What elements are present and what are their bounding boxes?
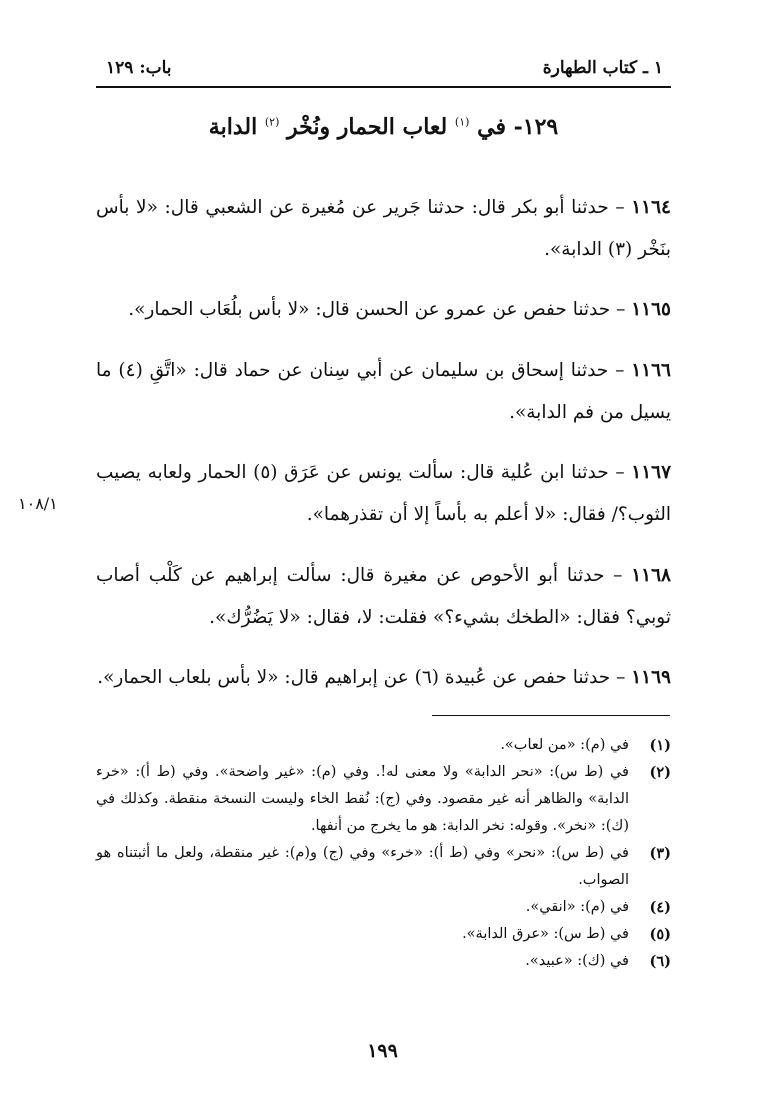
hadith-text: – حدثنا حفص عن عمرو عن الحسن قال: «لا بأس بلُعَاب الحمار».: [128, 299, 626, 320]
hadith-1164: [96, 187, 671, 271]
hadith-text: – حدثنا أبو بكر قال: حدثنا جَرير عن مُغيرة عن الشعبي قال: «لا بأس بنَخْر (٣) الدابة».: [96, 196, 671, 260]
footnote-text: في (ط س): «نحر الدابة» ولا معنى له!. وفي (م): «غير واضحة». وفي (ط أ): «خرء الدابة» والظاهر أنه غير مقصود. وفي (ج): نُقط الخاء وليست النسخة منقطة. وكذلك في (ك): «نخر». وقوله: نخر الدابة: هو ما يخرج من أنفها.: [96, 764, 629, 834]
footnote-4: [96, 894, 671, 921]
running-head: [96, 50, 671, 86]
hadith-1165: [96, 289, 671, 331]
footnote-number: (٤): [649, 899, 671, 916]
chapter-title: [96, 114, 671, 140]
footnote-5: [96, 921, 671, 948]
footnote-ref-2[interactable]: (٢): [264, 115, 280, 129]
footnote-text: في (ك): «عبيد».: [525, 953, 629, 969]
chapter-title-middle: لعاب الحمار ونُخْر: [287, 114, 448, 140]
header-rule: [96, 86, 671, 88]
book-title: ١ ـ كتاب الطهارة: [542, 58, 663, 78]
hadith-list: [96, 168, 671, 701]
footnote-1: [96, 732, 671, 759]
margin-page-reference: ١٠٨/١: [18, 494, 58, 513]
hadith-number: ١١٦٩: [631, 667, 671, 688]
hadith-number: ١١٦٦: [631, 359, 671, 381]
footnote-number: (٥): [649, 926, 671, 943]
hadith-number: ١١٦٥: [631, 299, 671, 320]
footnote-number: (٦): [649, 953, 671, 970]
footnote-text: في (ط س): «عرق الدابة».: [462, 926, 629, 942]
hadith-1169: [96, 657, 671, 699]
hadith-text: – حدثنا أبو الأحوص عن مغيرة قال: سألت إبراهيم عن كَلْب أصاب ثوبي؟ فقال: «الطخك بشيء؟» فقلت: لا، فقال: «لا يَضُرُّك».: [96, 564, 671, 628]
hadith-1168: [96, 555, 671, 639]
hadith-1166: [96, 350, 671, 434]
chapter-title-suffix: الدابة: [208, 114, 258, 140]
footnote-2: [96, 759, 671, 840]
hadith-number: ١١٦٤: [631, 196, 671, 218]
footnote-6: [96, 948, 671, 975]
hadith-number: ١١٦٧: [631, 462, 672, 483]
footnotes: [96, 732, 671, 975]
hadith-number: ١١٦٨: [631, 564, 671, 586]
footnote-ref-1[interactable]: (١): [454, 115, 470, 129]
footnote-number: (٢): [649, 764, 671, 781]
chapter-label: باب: ١٢٩: [106, 58, 172, 78]
footnote-text: في (م): «من لعاب».: [500, 737, 629, 753]
chapter-title-prefix: ١٢٩- في: [477, 114, 559, 140]
hadith-text: – حدثنا حفص عن عُبيدة (٦) عن إبراهيم قال: «لا بأس بلعاب الحمار».: [97, 667, 626, 688]
footnote-number: (٣): [649, 845, 671, 862]
hadith-text: – حدثنا ابن عُلية قال: سألت يونس عن عَرَق (٥) الحمار ولعابه يصيب الثوب؟/ فقال: «لا أعلم به بأساً إلا أن تقذرهما».: [96, 462, 671, 525]
footnote-rule: [432, 715, 670, 716]
footnote-number: (١): [649, 737, 671, 754]
page-number: ١٩٩: [367, 1040, 398, 1062]
hadith-1167: [96, 452, 671, 536]
footnote-text: في (ط س): «نحر» وفي (ط أ): «خرء» وفي (ج) و(م): غير منقطة، ولعل ما أثبتناه هو الصواب.: [96, 845, 629, 888]
footnote-text: في (م): «انقي».: [525, 899, 629, 915]
hadith-text: – حدثنا إسحاق بن سليمان عن أبي سِنان عن حماد قال: «اتَّقِ (٤) ما يسيل من فم الدابة».: [96, 359, 671, 423]
footnote-3: [96, 840, 671, 894]
